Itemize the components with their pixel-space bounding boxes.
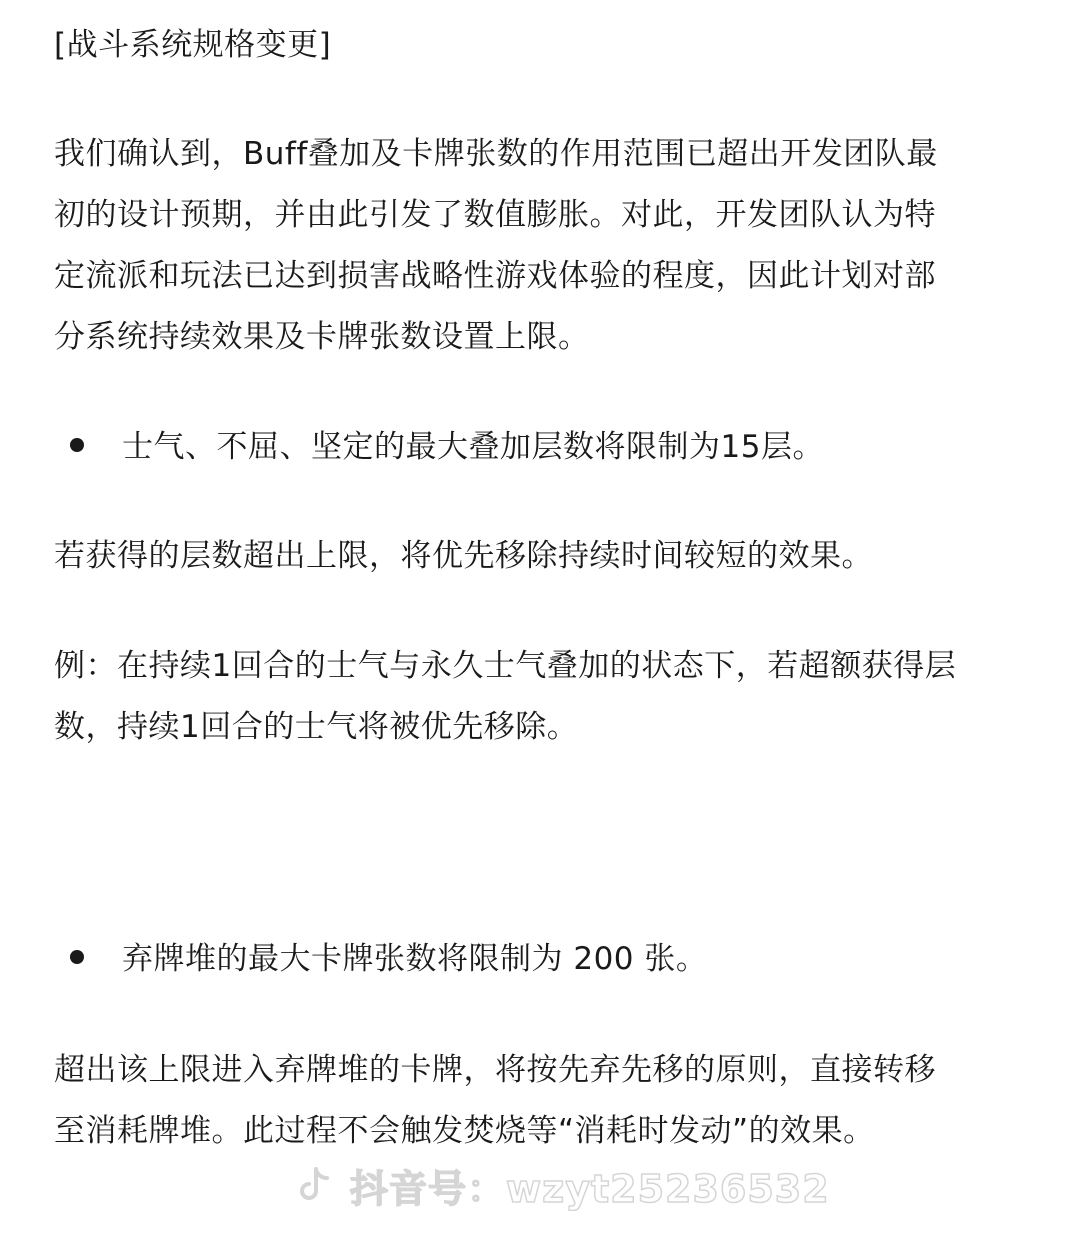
douyin-logo-icon (292, 1163, 336, 1207)
bullet-dot-icon (70, 438, 84, 452)
bullet-item-discard-limit (0, 941, 1080, 984)
example-line-1: 例：在持续1回合的士气与永久士气叠加的状态下，若超额获得层 (54, 648, 957, 684)
intro-line-3: 定流派和玩法已达到损害战略性游戏体验的程度，因此计划对部 (54, 258, 936, 294)
bullet-text-stack-limit: 士气、不屈、坚定的最大叠加层数将限制为15层。 (122, 429, 824, 465)
intro-line-1: 我们确认到，Buff叠加及卡牌张数的作用范围已超出开发团队最 (54, 136, 938, 172)
bullet-dot-icon (70, 950, 84, 964)
watermark (292, 1160, 830, 1210)
discard-detail-line-1: 超出该上限进入弃牌堆的卡牌，将按先弃先移的原则，直接转移 (54, 1052, 936, 1088)
bullet-text-discard-limit: 弃牌堆的最大卡牌张数将限制为 200 张。 (122, 941, 708, 977)
stack-limit-note: 若获得的层数超出上限，将优先移除持续时间较短的效果。 (54, 538, 873, 574)
intro-line-2: 初的设计预期，并由此引发了数值膨胀。对此，开发团队认为特 (54, 197, 936, 233)
discard-detail-line-2: 至消耗牌堆。此过程不会触发焚烧等“消耗时发动”的效果。 (54, 1113, 875, 1149)
section-title: [战斗系统规格变更] (54, 27, 332, 63)
bullet-item-stack-limit (0, 429, 1080, 472)
example-line-2: 数，持续1回合的士气将被优先移除。 (54, 709, 579, 745)
watermark-text: 抖音号：wzyt25236532 (350, 1166, 830, 1211)
intro-line-4: 分系统持续效果及卡牌张数设置上限。 (54, 319, 590, 355)
